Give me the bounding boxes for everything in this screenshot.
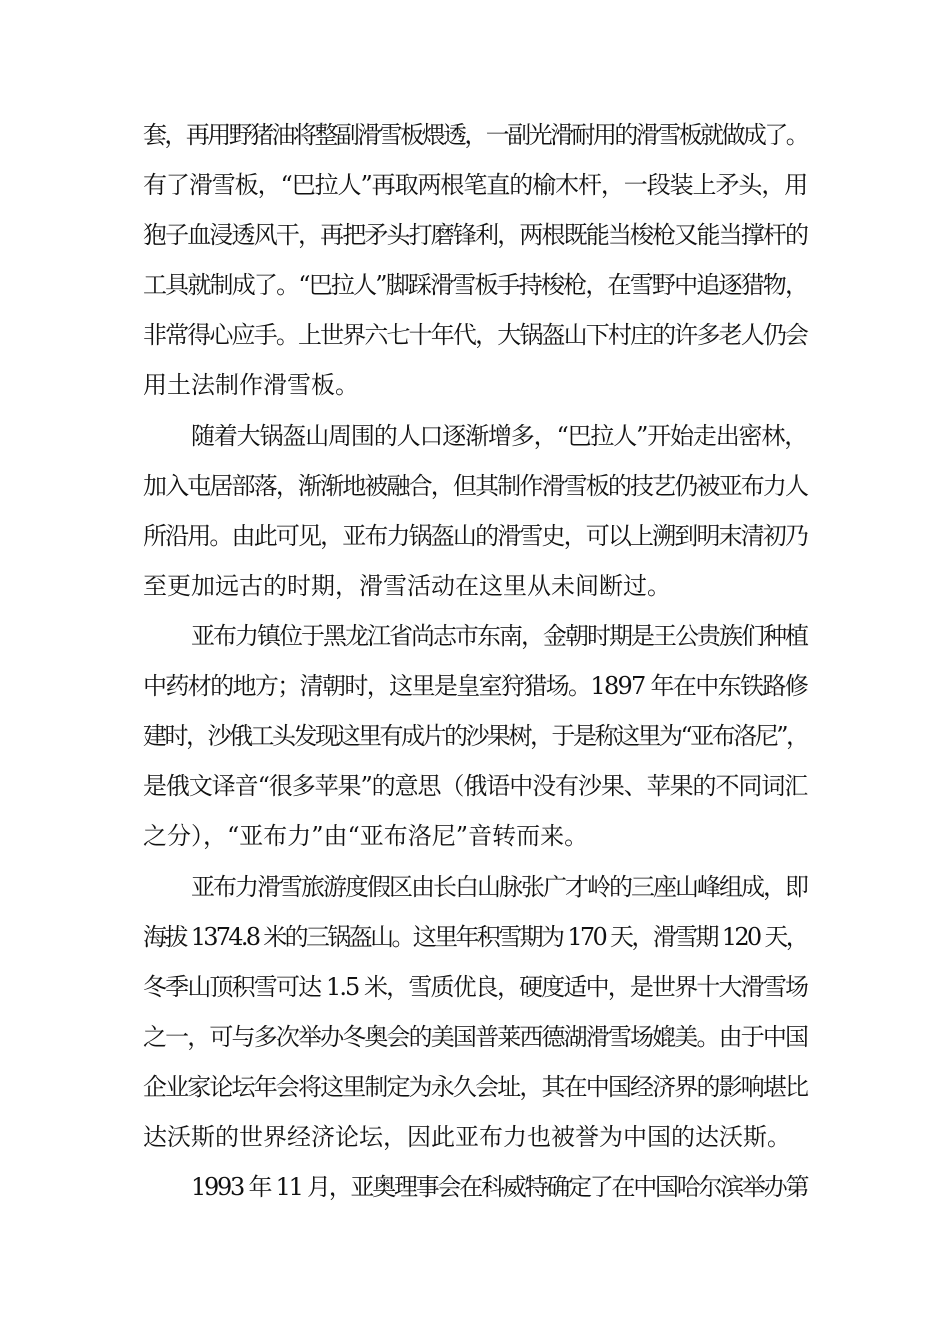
text-line: 至更加远古的时期，滑雪活动在这里从未间断过。 <box>143 572 671 600</box>
text-line: 海拔 1374.8 米的三锅盔山。这里年积雪期为 170 天，滑雪期 120 天， <box>143 923 807 951</box>
text-line: 是俄文译音“很多苹果”的意思（俄语中没有沙果、苹果的不同词汇 <box>143 772 807 800</box>
text-line: 随着大锅盔山周围的人口逐渐增多，“巴拉人”开始走出密林， <box>191 422 807 450</box>
text-line: 之一，可与多次举办冬奥会的美国普莱西德湖滑雪场媲美。由于中国 <box>143 1023 807 1051</box>
text-line: 工具就制成了。“巴拉人”脚踩滑雪板手持梭枪，在雪野中追逐猎物， <box>143 271 807 299</box>
text-line: 亚布力滑雪旅游度假区由长白山脉张广才岭的三座山峰组成，即 <box>191 873 807 901</box>
text-line: 用土法制作滑雪板。 <box>143 371 359 399</box>
text-line: 狍子血浸透风干，再把矛头打磨锋利，两根既能当梭枪又能当撑杆的 <box>143 221 807 249</box>
text-line: 套，再用野猪油将整副滑雪板煨透，一副光滑耐用的滑雪板就做成了。 <box>143 121 807 149</box>
text-line: 中药材的地方；清朝时，这里是皇室狩猎场。1897 年在中东铁路修 <box>143 672 807 700</box>
text-line: 加入屯居部落，渐渐地被融合，但其制作滑雪板的技艺仍被亚布力人 <box>143 472 807 500</box>
text-line: 企业家论坛年会将这里制定为永久会址，其在中国经济界的影响堪比 <box>143 1073 807 1101</box>
text-line: 1993 年 11 月，亚奥理事会在科威特确定了在中国哈尔滨举办第 <box>191 1173 808 1201</box>
text-line: 有了滑雪板，“巴拉人”再取两根笔直的榆木杆，一段装上矛头，用 <box>143 171 807 199</box>
text-line: 达沃斯的世界经济论坛，因此亚布力也被誉为中国的达沃斯。 <box>143 1123 791 1151</box>
text-line: 建时，沙俄工头发现这里有成片的沙果树，于是称这里为“亚布洛尼”， <box>143 722 808 750</box>
text-line: 亚布力镇位于黑龙江省尚志市东南，金朝时期是王公贵族们种植 <box>191 622 807 650</box>
text-line: 非常得心应手。上世界六七十年代，大锅盔山下村庄的许多老人仍会 <box>143 321 807 349</box>
text-line: 冬季山顶积雪可达 1.5 米，雪质优良，硬度适中，是世界十大滑雪场 <box>143 973 807 1001</box>
text-line: 所沿用。由此可见，亚布力锅盔山的滑雪史，可以上溯到明末清初乃 <box>143 522 807 550</box>
text-line: 之分），“亚布力”由“亚布洛尼”音转而来。 <box>143 822 589 850</box>
